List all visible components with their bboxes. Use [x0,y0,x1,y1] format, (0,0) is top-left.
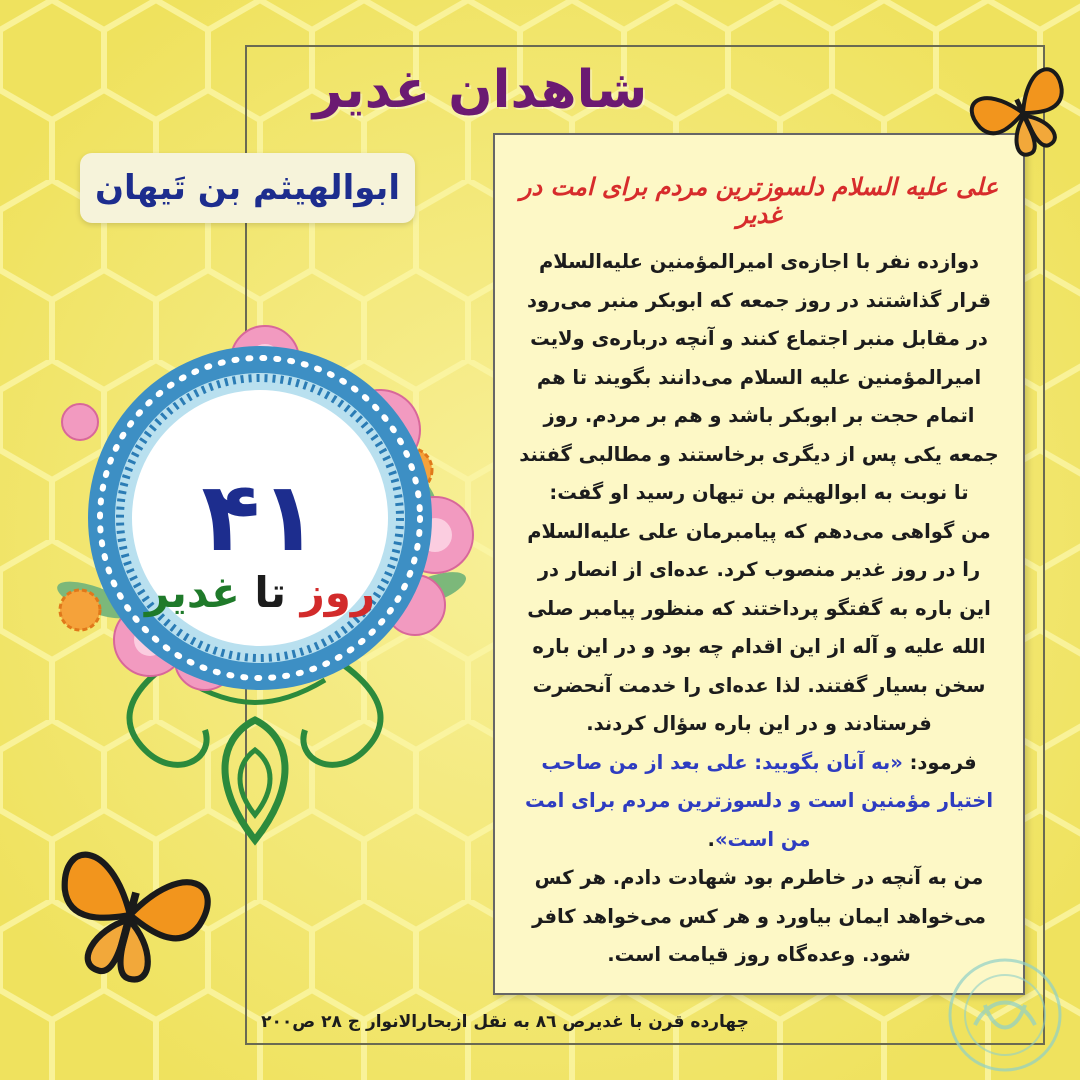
calligraphy-watermark-icon [935,945,1065,1075]
content-panel [493,133,1025,995]
paragraph-testimony: من گواهی می‌دهم که پیامبرمان علی علیه‌السلام را در روز غدیر منصوب کرد. عده‌ای از انصار در این باره به گفتگو پرداختند که منظور پیامبر صلی الله علیه و آله از این اقدام چه بود و در این باره سخن بسیار گفتند. لذا عده‌ای را خدمت آنحضرت فرستادند و در این باره سؤال کردند. [527,519,991,735]
days-count-number: ۴۱ [201,461,319,573]
days-counter [100,408,420,678]
prophet-quote: «به آنان بگویید: علی بعد از من صاحب اختیار مؤمنین است و دلسوزترین مردم برای امت من است» [524,750,994,851]
panel-heading: علی علیه السلام دلسوزترین مردم برای امت در غدیر [519,173,999,229]
name-badge: ابوالهیثم بن تَیهان [80,153,415,223]
quote-suffix: . [707,827,715,851]
quote-prefix: فرمود: [902,750,977,774]
paragraph-intro: دوازده نفر با اجازه‌ی امیرالمؤمنین علیه‌السلام قرار گذاشتند در روز جمعه که ابوبکر منبر می‌رود در مقابل منبر اجتماع کنند و آنچه درباره‌ی ولایت امیرالمؤمنین علیه السلام می‌دانند بگویند تا هم اتمام حجت بر ابوبکر باشد و هم بر مردم. روز جمعه یکی پس از دیگری برخاستند و مطالبی گفتند تا نوبت به ابوالهیثم بن تیهان رسید او گفت: [519,250,999,504]
label-day: روز [300,568,376,617]
page-title: شاهدان غدیر [312,60,648,120]
days-count-label [145,567,375,619]
label-ghadir: غدیر [144,568,240,617]
label-to: تا [254,568,286,617]
butterfly-icon [40,830,220,1000]
butterfly-icon [968,58,1078,168]
panel-body [519,243,999,975]
paragraph-closing: من به آنچه در خاطرم بود شهادت دادم. هر کس می‌خواهد ایمان بیاورد و هر کس می‌خواهد کافر شود. وعده‌گاه روز قیامت است. [532,866,986,966]
source-citation: چهارده قرن با غدیرص ۸٦ به نقل ازبحارالانوار ج ۲۸ ص۲۰۰ [261,1012,749,1032]
paragraph-quote [519,744,999,860]
